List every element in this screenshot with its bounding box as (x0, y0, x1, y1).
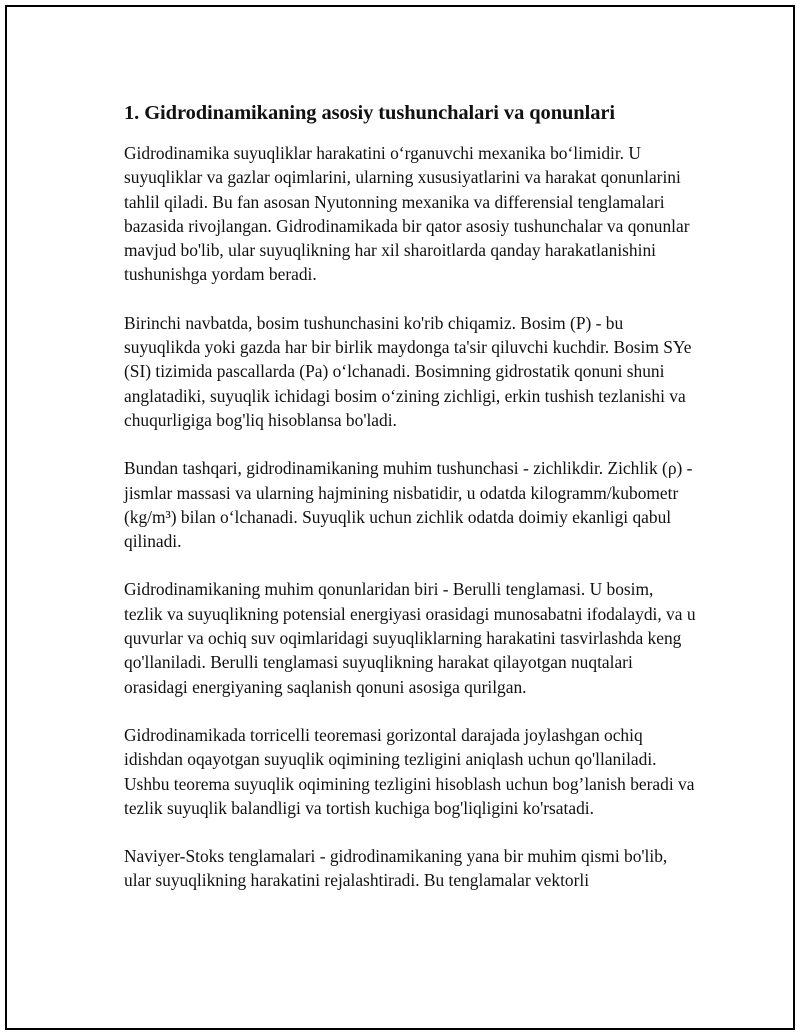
page-frame (5, 5, 795, 1030)
paragraph-pressure: Birinchi navbatda, bosim tushunchasini ko'rib chiqamiz. Bosim (P) - bu suyuqlikda yoki gazda har bir birlik maydonga ta'sir qiluvchi kuchdir. Bosim SYe (SI) tizimida pascallarda (Pa) o‘lchanadi. Bosimning gidrostatik qonuni shuni anglatadiki, suyuqlik ichidagi bosim o‘zining zichligi, erkin tushish tezlanishi va chuqurligiga bog'liq hisoblansa bo'ladi. (124, 312, 692, 430)
document-body (124, 99, 696, 917)
paragraph-navier-stokes: Naviyer-Stoks tenglamalari - gidrodinamikaning yana bir muhim qismi bo'lib, ular suyuqlikning harakatini rejalashtiradi. Bu tenglamalar vektorli (124, 846, 668, 891)
paragraph-bernoulli: Gidrodinamikaning muhim qonunlaridan biri - Berulli tenglamasi. U bosim, tezlik va suyuqlikning potensial energiyasi orasidagi munosabatni ifodalaydi, va u quvurlar va ochiq suv oqimlaridagi suyuqliklarning harakatini tasvirlashda keng qo'llaniladi. Berulli tenglamasi suyuqlikning harakat qilayotgan nuqtalari orasidagi energiyaning saqlanish qonuni asosiga qurilgan. (124, 579, 696, 697)
paragraph-density: Bundan tashqari, gidrodinamikaning muhim tushunchasi - zichlikdir. Zichlik (ρ) - jismlar massasi va ularning hajmining nisbatidir, u odatda kilogramm/kubometr (kg/m³) bilan o‘lchanadi. Suyuqlik uchun zichlik odatda doimiy ekanligi qabul qilinadi. (124, 458, 693, 552)
section-heading: 1. Gidrodinamikaning asosiy tushunchalari va qonunlari (124, 102, 615, 124)
paragraph-torricelli: Gidrodinamikada torricelli teoremasi gorizontal darajada joylashgan ochiq idishdan oqayotgan suyuqlik oqimining tezligini aniqlash uchun qo'llaniladi. Ushbu teorema suyuqlik oqimining tezligini hisoblash uchun bog’lanish beradi va tezlik suyuqlik balandligi va tortish kuchiga bog'liqligini ko'rsatadi. (124, 724, 695, 818)
paragraph-intro: Gidrodinamika suyuqliklar harakatini o‘rganuvchi mexanika bo‘limidir. U suyuqliklar va gazlar oqimlarini, ularning xususiyatlarini va harakat qonunlarini tahlil qiladi. Bu fan asosan Nyutonning mexanika va differensial tenglamalari bazasida rivojlangan. Gidrodinamikada bir qator asosiy tushunchalar va qonunlar mavjud bo'lib, ular suyuqlikning har xil sharoitlarda qanday harakatlanishini tushunishga yordam beradi. (124, 143, 690, 285)
